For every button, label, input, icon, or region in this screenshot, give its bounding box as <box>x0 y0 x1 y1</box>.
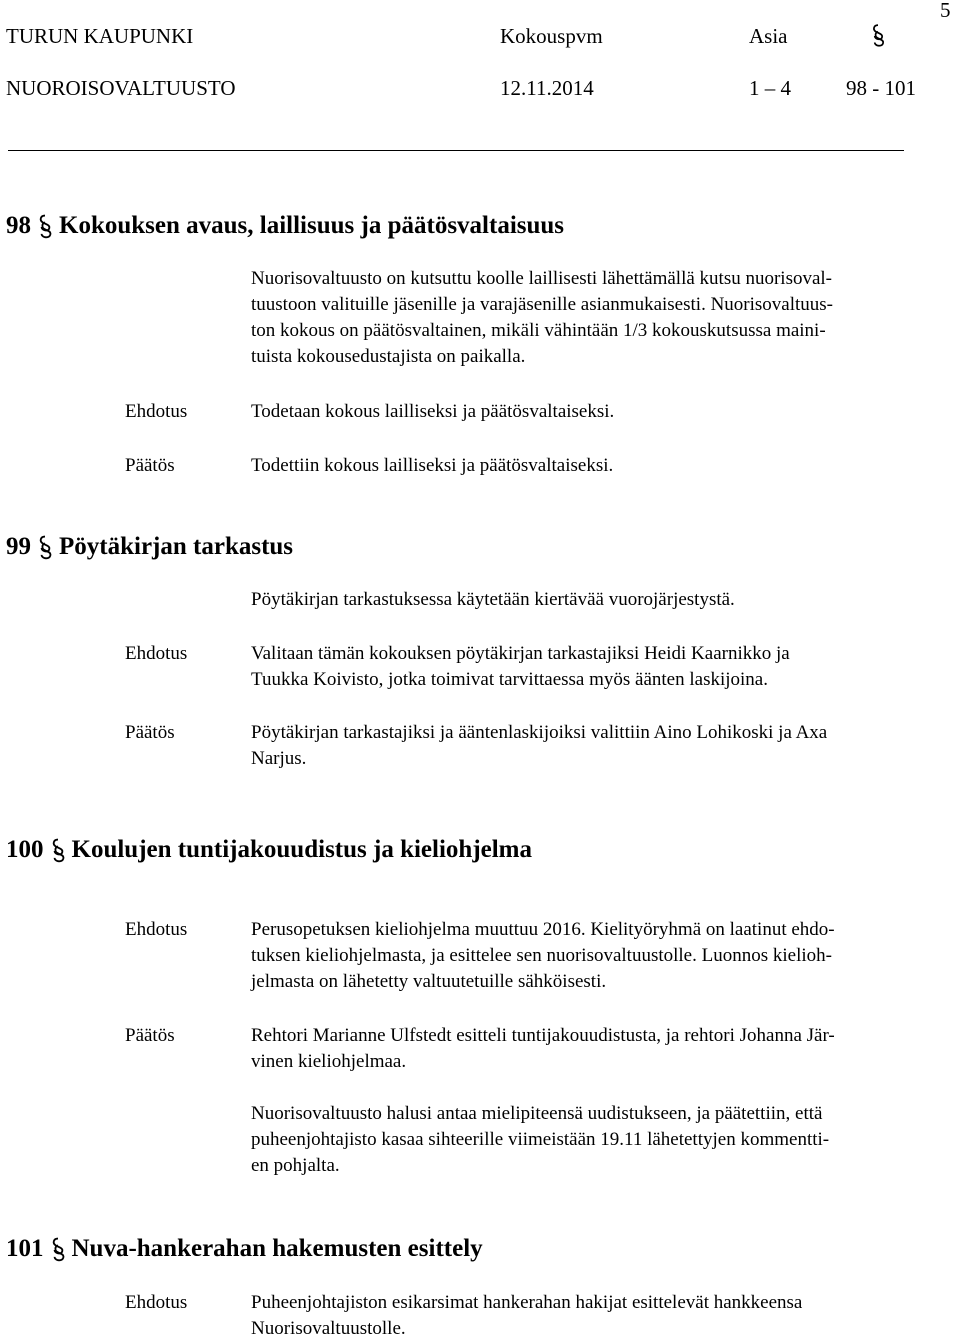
section-title: Nuva-hankerahan hakemusten esittely <box>71 1235 483 1262</box>
ehdotus-text: Perusopetuksen kieliohjelma muuttuu 2016. Kielityöryhmä on laatinut ehdo- tuksen kieliohjelmasta, ja esittelee sen nuorisovaltuustolle. Luonnos kielioh- jelmasta on lähetetty valtuutetuille sähköisesti. <box>251 919 835 992</box>
section-number: 100 <box>6 836 44 863</box>
paatos-label: Päätös <box>125 455 175 476</box>
section-heading-99 <box>6 532 293 562</box>
paatos-label: Päätös <box>125 1025 175 1046</box>
ehdotus-label: Ehdotus <box>125 643 188 664</box>
section-heading-101 <box>6 1234 483 1264</box>
ehdotus-label: Ehdotus <box>125 919 188 940</box>
section-intro: Nuorisovaltuusto on kutsuttu koolle laillisesti lähettämällä kutsu nuorisoval- tuustoon valituille jäsenille ja varajäsenille asianmukaisesti. Nuorisovaltuus- ton kokous on päätösvaltainen, mikäli vähintään 1/3 kokouskutsussa maini- tuista kokousedustajista on paikalla. <box>251 268 834 367</box>
ehdotus-text: Puheenjohtajiston esikarsimat hankerahan hakijat esittelevät hankkeensa Nuorisovaltuustolle. <box>251 1292 803 1339</box>
header-section-range: 98 - 101 <box>846 76 916 100</box>
paatos-text: Rehtori Marianne Ulfstedt esitteli tuntijakouudistusta, ja rehtori Johanna Jär- vinen kieliohjelmaa. <box>251 1025 835 1072</box>
section-heading-100 <box>6 835 532 865</box>
section-intro: Pöytäkirjan tarkastuksessa käytetään kiertävää vuorojärjestystä. <box>251 589 735 610</box>
section-heading-98 <box>6 211 564 241</box>
header-org: TURUN KAUPUNKI <box>6 24 194 48</box>
header-divider <box>8 150 904 151</box>
section-sign-icon <box>50 837 66 865</box>
ehdotus-text: Todetaan kokous lailliseksi ja päätösvaltaiseksi. <box>251 401 615 422</box>
section-title: Koulujen tuntijakouudistus ja kieliohjelma <box>71 836 533 863</box>
header-items-range: 1 – 4 <box>749 76 791 100</box>
section-sign-icon <box>37 534 53 562</box>
section-sign-icon <box>870 23 886 49</box>
section-number: 99 <box>6 533 31 560</box>
header-body: NUOROISOVALTUUSTO <box>6 76 236 100</box>
section-sign-icon <box>37 213 53 241</box>
paatos-text: Pöytäkirjan tarkastajiksi ja ääntenlaskijoiksi valittiin Aino Lohikoski ja Axa Narjus. <box>251 722 828 769</box>
section-title: Pöytäkirjan tarkastus <box>59 533 294 560</box>
ehdotus-label: Ehdotus <box>125 401 188 422</box>
ehdotus-text: Valitaan tämän kokouksen pöytäkirjan tarkastajiksi Heidi Kaarnikko ja Tuukka Koivisto, jotka toimivat tarvittaessa myös äänten laskijoina. <box>251 643 790 690</box>
paatos-extra-text: Nuorisovaltuusto halusi antaa mielipiteensä uudistukseen, ja päätettiin, että puheenjohtajisto kasaa sihteerille viimeistään 19.11 lähetettyjen kommentti- en pohjalta. <box>251 1103 830 1176</box>
header-date-label: Kokouspvm <box>500 24 603 48</box>
section-title: Kokouksen avaus, laillisuus ja päätösvaltaisuus <box>59 212 565 239</box>
ehdotus-label: Ehdotus <box>125 1292 188 1313</box>
paatos-label: Päätös <box>125 722 175 743</box>
paatos-text: Todettiin kokous lailliseksi ja päätösvaltaiseksi. <box>251 455 614 476</box>
section-number: 98 <box>6 212 31 239</box>
header-date: 12.11.2014 <box>500 76 594 100</box>
section-sign-icon <box>50 1236 66 1264</box>
section-number: 101 <box>6 1235 44 1262</box>
header-items-label: Asia <box>749 24 788 48</box>
page-number: 5 <box>940 0 951 22</box>
